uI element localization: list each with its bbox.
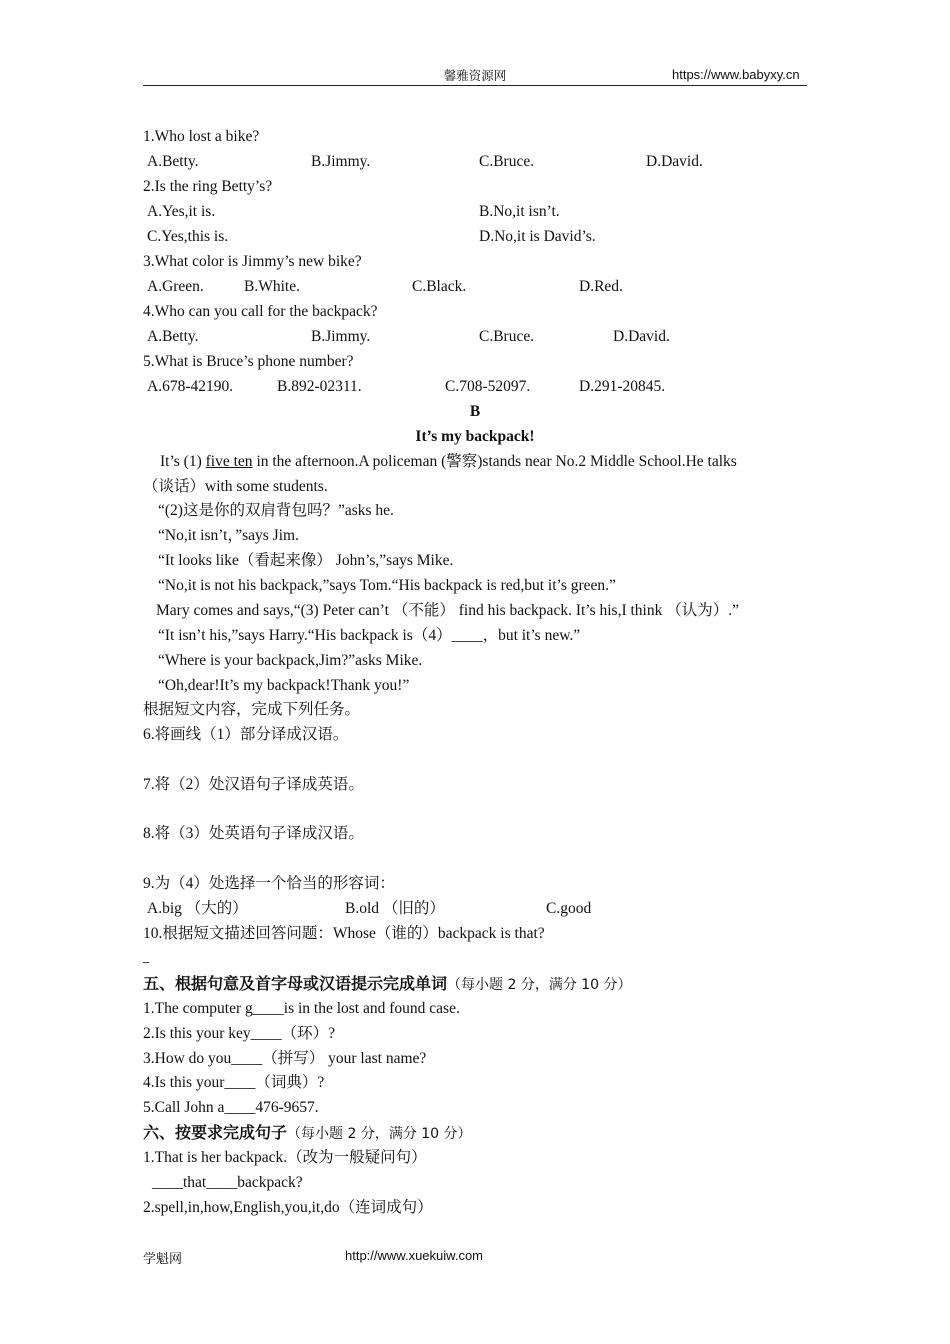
q5-option-b: B.892-02311. xyxy=(277,378,362,395)
q1-option-a: A.Betty. xyxy=(147,153,199,170)
q4-option-c: C.Bruce. xyxy=(479,328,535,345)
footer-url[interactable]: http://www.xuekuiw.com xyxy=(345,1248,483,1263)
task-8: 8.将（3）处英语句子译成汉语。 xyxy=(143,825,364,842)
header-url[interactable]: https://www.babyxy.cn xyxy=(672,67,800,82)
q3-option-d: D.Red. xyxy=(579,278,623,295)
q1-option-b: B.Jimmy. xyxy=(311,153,371,170)
q1-option-d: D.David. xyxy=(646,153,703,170)
section-5-item-2: 2.Is this your key____（环）? xyxy=(143,1025,336,1042)
task-9-option-c: C.good xyxy=(546,900,592,917)
section-5-note: （每小题 2 分，满分 10 分） xyxy=(447,977,632,993)
task-9-option-a: A.big （大的） xyxy=(147,900,248,917)
passage-line-9: “Where is your backpack,Jim?”asks Mike. xyxy=(158,652,423,669)
q3-option-a: A.Green. xyxy=(147,278,204,295)
task-9-option-b: B.old （旧的） xyxy=(345,900,445,917)
small-dash-mark xyxy=(143,962,149,963)
q2-option-a: A.Yes,it is. xyxy=(147,203,216,220)
q2-option-d: D.No,it is David’s. xyxy=(479,228,596,245)
q2-option-c: C.Yes,this is. xyxy=(147,228,229,245)
task-10: 10.根据短文描述回答问题：Whose（谁的）backpack is that? xyxy=(143,925,545,942)
section-5-title: 五、根据句意及首字母或汉语提示完成单词 xyxy=(143,974,448,993)
section-5-item-4: 4.Is this your____（词典）? xyxy=(143,1074,325,1091)
question-4: 4.Who can you call for the backpack? xyxy=(143,303,378,320)
q5-option-a: A.678-42190. xyxy=(147,378,234,395)
question-3: 3.What color is Jimmy’s new bike? xyxy=(143,253,362,270)
section-5-item-3: 3.How do you____（拼写） your last name? xyxy=(143,1050,427,1067)
q5-option-c: C.708-52097. xyxy=(445,378,531,395)
section-6-item-2: 2.spell,in,how,English,you,it,do（连词成句） xyxy=(143,1199,433,1216)
q1-option-c: C.Bruce. xyxy=(479,153,535,170)
question-1: 1.Who lost a bike? xyxy=(143,128,260,145)
passage-title: It’s my backpack! xyxy=(415,428,535,445)
header-divider xyxy=(143,85,807,86)
tasks-intro: 根据短文内容，完成下列任务。 xyxy=(143,701,361,718)
passage-line-6: “No,it is not his backpack,”says Tom.“His backpack is red,but it’s green.” xyxy=(158,577,616,594)
passage-line-7: Mary comes and says,“(3) Peter can’t （不能） find his backpack. It’s his,I think （认为）.” xyxy=(156,602,739,619)
section-6-title: 六、按要求完成句子 xyxy=(143,1123,288,1142)
q2-option-b: B.No,it isn’t. xyxy=(479,203,560,220)
passage-line-8: “It isn’t his,”says Harry.“His backpack is（4）____，but it’s new.” xyxy=(158,627,581,644)
task-6: 6.将画线（1）部分译成汉语。 xyxy=(143,726,349,743)
q3-option-c: C.Black. xyxy=(412,278,467,295)
section-5-heading xyxy=(143,974,632,995)
q4-option-d: D.David. xyxy=(613,328,670,345)
question-5: 5.What is Bruce’s phone number? xyxy=(143,353,354,370)
passage-line-1-post: in the afternoon.A policeman (警察)stands near No.2 Middle School.He talks xyxy=(252,453,737,470)
section-5-item-1: 1.The computer g____is in the lost and found case. xyxy=(143,1000,460,1017)
passage-line-3: “(2)这是你的双肩背包吗？”asks he. xyxy=(158,502,394,519)
section-6-heading xyxy=(143,1123,472,1144)
section-5-item-5: 5.Call John a____476-9657. xyxy=(143,1099,319,1116)
passage-line-4: “No,it isn’t，”says Jim. xyxy=(158,527,299,544)
passage-line-10: “Oh,dear!It’s my backpack!Thank you!” xyxy=(158,677,410,694)
q4-option-a: A.Betty. xyxy=(147,328,199,345)
passage-line-1 xyxy=(160,452,737,472)
q5-option-d: D.291-20845. xyxy=(579,378,666,395)
passage-line-5: “It looks like（看起来像） John’s,”says Mike. xyxy=(158,552,454,569)
section-6-item-1-answer: ____that____backpack? xyxy=(152,1174,303,1191)
underlined-phrase-1: five ten xyxy=(205,453,253,470)
passage-line-1-pre: It’s (1) xyxy=(160,453,206,470)
task-7: 7.将（2）处汉语句子译成英语。 xyxy=(143,776,364,793)
footer-site-name: 学魁网 xyxy=(143,1252,183,1267)
q3-option-b: B.White. xyxy=(244,278,300,295)
header-site-name: 馨雅资源网 xyxy=(443,68,507,83)
task-9: 9.为（4）处选择一个恰当的形容词： xyxy=(143,875,395,892)
section-6-note: （每小题 2 分，满分 10 分） xyxy=(287,1126,472,1142)
q4-option-b: B.Jimmy. xyxy=(311,328,371,345)
question-2: 2.Is the ring Betty’s? xyxy=(143,178,273,195)
passage-line-2: （谈话）with some students. xyxy=(143,478,328,495)
passage-label: B xyxy=(469,403,481,420)
section-6-item-1: 1.That is her backpack.（改为一般疑问句） xyxy=(143,1149,427,1166)
